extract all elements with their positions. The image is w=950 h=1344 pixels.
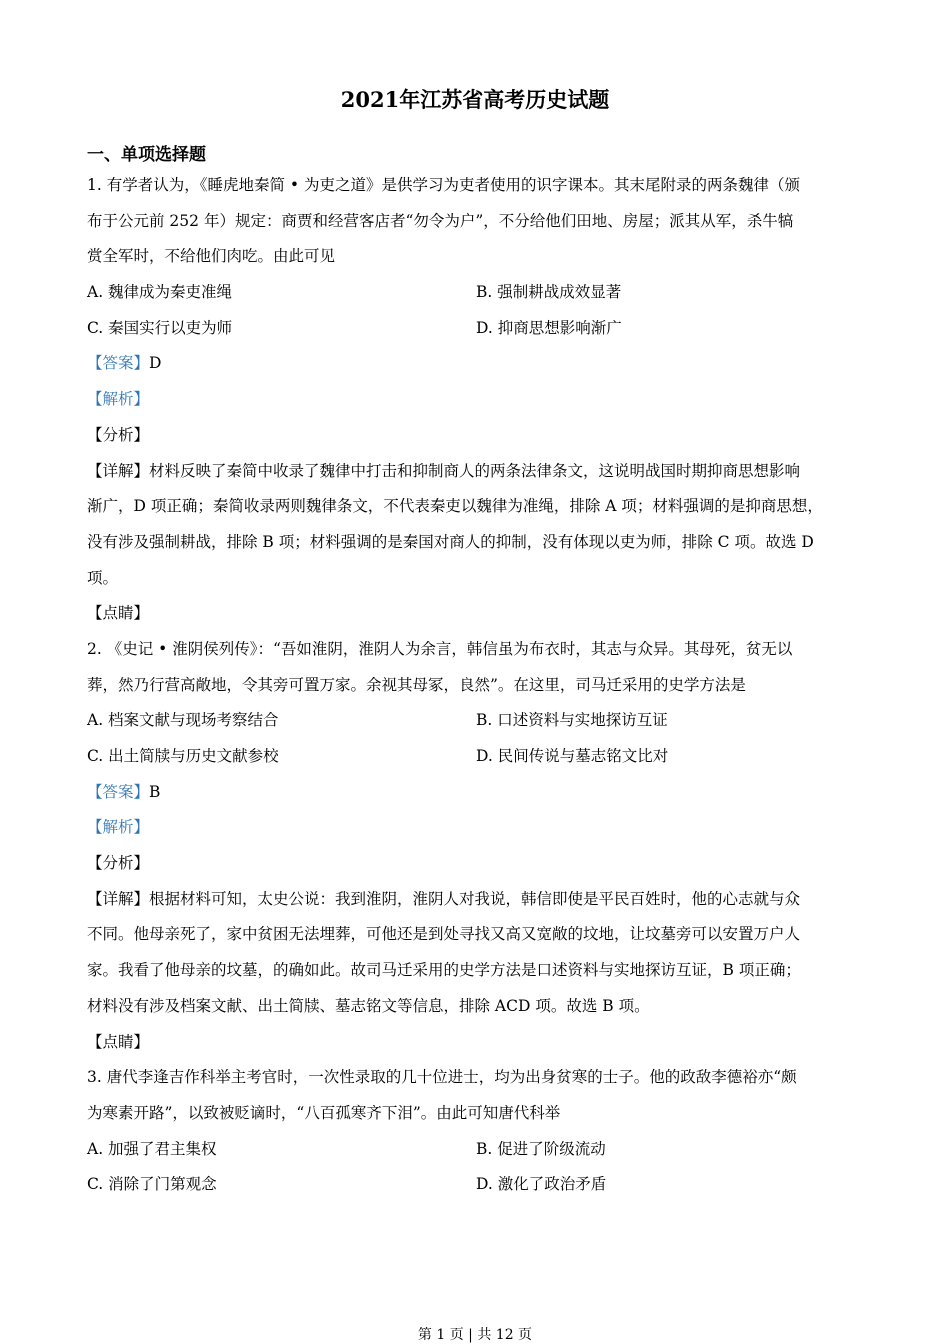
option-d: D. 民间传说与墓志铭文比对 xyxy=(476,747,669,765)
document-body xyxy=(87,168,877,1203)
option-d: D. 激化了政治矛盾 xyxy=(476,1175,607,1194)
options-row xyxy=(87,1132,877,1168)
option-c: C. 秦国实行以吏为师 xyxy=(87,318,233,337)
detail-line: 【详解】根据材料可知，太史公说：我到淮阴，淮阴人对我说，韩信即使是平民百姓时，他的心志就与众 xyxy=(87,889,801,908)
options-row xyxy=(87,275,877,311)
analysis-link[interactable]: 【解析】 xyxy=(87,818,150,837)
question-stem-line: 3. 唐代李逢吉作科举主考官时，一次性录取的几十位进士，均为出身贫寒的士子。他的政敌李德裕亦“颇 xyxy=(87,1068,797,1087)
fenxi-label: 【分析】 xyxy=(87,425,150,444)
dianjing-label: 【点睛】 xyxy=(87,1032,150,1051)
answer-link[interactable]: 【答案】 xyxy=(87,782,150,801)
answer-link[interactable]: 【答案】 xyxy=(87,354,150,373)
option-a: A. 加强了君主集权 xyxy=(87,1139,217,1158)
option-b: B. 口述资料与实地探访互证 xyxy=(476,711,668,730)
option-b: B. 强制耕战成效显著 xyxy=(476,283,622,302)
answer-line xyxy=(87,346,877,382)
options-row xyxy=(87,311,877,347)
detail-line: 材料没有涉及档案文献、出土简牍、墓志铭文等信息，排除 ACD 项。故选 B 项。 xyxy=(87,996,650,1015)
detail-line: 渐广，D 项正确；秦简收录两则魏律条文，不代表秦吏以魏律为准绳，排除 A 项；材料强调的是抑商思想， xyxy=(87,497,823,516)
answer-value: B xyxy=(149,782,161,801)
section-heading: 一、单项选择题 xyxy=(87,145,206,165)
analysis-link[interactable]: 【解析】 xyxy=(87,390,150,409)
question-stem-line: 为寒素开路”，以致被贬谪时，“八百孤寒齐下泪”。由此可知唐代科举 xyxy=(87,1103,561,1122)
option-a: A. 魏律成为秦吏准绳 xyxy=(87,283,233,302)
question-stem-line: 1. 有学者认为，《睡虎地秦简 • 为吏之道》是供学习为吏者使用的识字课本。其末尾附录的两条魏律（颁 xyxy=(87,176,800,194)
option-a: A. 档案文献与现场考察结合 xyxy=(87,711,279,730)
option-b: B. 促进了阶级流动 xyxy=(476,1139,606,1158)
question-stem-line: 布于公元前 252 年）规定：商贾和经营客店者“勿令为户”，不分给他们田地、房屋；派其从军，杀牛犒 xyxy=(87,211,794,230)
question-stem-line: 赏全军时，不给他们肉吃。由此可见 xyxy=(87,247,336,266)
detail-line: 没有涉及强制耕战，排除 B 项；材料强调的是秦国对商人的抑制，没有体现以吏为师，排除 C 项。故选 D xyxy=(87,532,814,551)
page-footer: 第 1 页 | 共 12 页 xyxy=(417,1327,533,1343)
document-title: 2021年江苏省高考历史试题 xyxy=(340,87,610,112)
detail-line: 项。 xyxy=(87,568,119,587)
options-row xyxy=(87,1167,877,1203)
detail-line: 家。我看了他母亲的坟墓，的确如此。故司马迁采用的史学方法是口述资料与实地探访互证，B 项正确； xyxy=(87,961,801,980)
options-row xyxy=(87,703,877,739)
option-c: C. 出土简牍与历史文献参校 xyxy=(87,747,279,765)
fenxi-label: 【分析】 xyxy=(87,854,150,873)
question-stem-line: 2. 《史记 • 淮阴侯列传》：“吾如淮阴，淮阴人为余言，韩信虽为布衣时，其志与众异。其母死，贫无以 xyxy=(87,639,793,658)
option-c: C. 消除了门第观念 xyxy=(87,1175,217,1194)
options-row xyxy=(87,739,877,775)
answer-line xyxy=(87,775,877,811)
dianjing-label: 【点睛】 xyxy=(87,604,150,623)
detail-line: 【详解】材料反映了秦简中收录了魏律中打击和抑制商人的两条法律条文，这说明战国时期抑商思想影响 xyxy=(87,461,801,480)
detail-line: 不同。他母亲死了，家中贫困无法埋葬，可他还是到处寻找又高又宽敞的坟地，让坟墓旁可以安置万户人 xyxy=(87,925,801,944)
answer-value: D xyxy=(149,354,162,373)
option-d: D. 抑商思想影响渐广 xyxy=(476,318,622,337)
question-stem-line: 葬，然乃行营高敞地，令其旁可置万家。余视其母冢，良然”。在这里，司马迁采用的史学方法是 xyxy=(87,675,746,694)
